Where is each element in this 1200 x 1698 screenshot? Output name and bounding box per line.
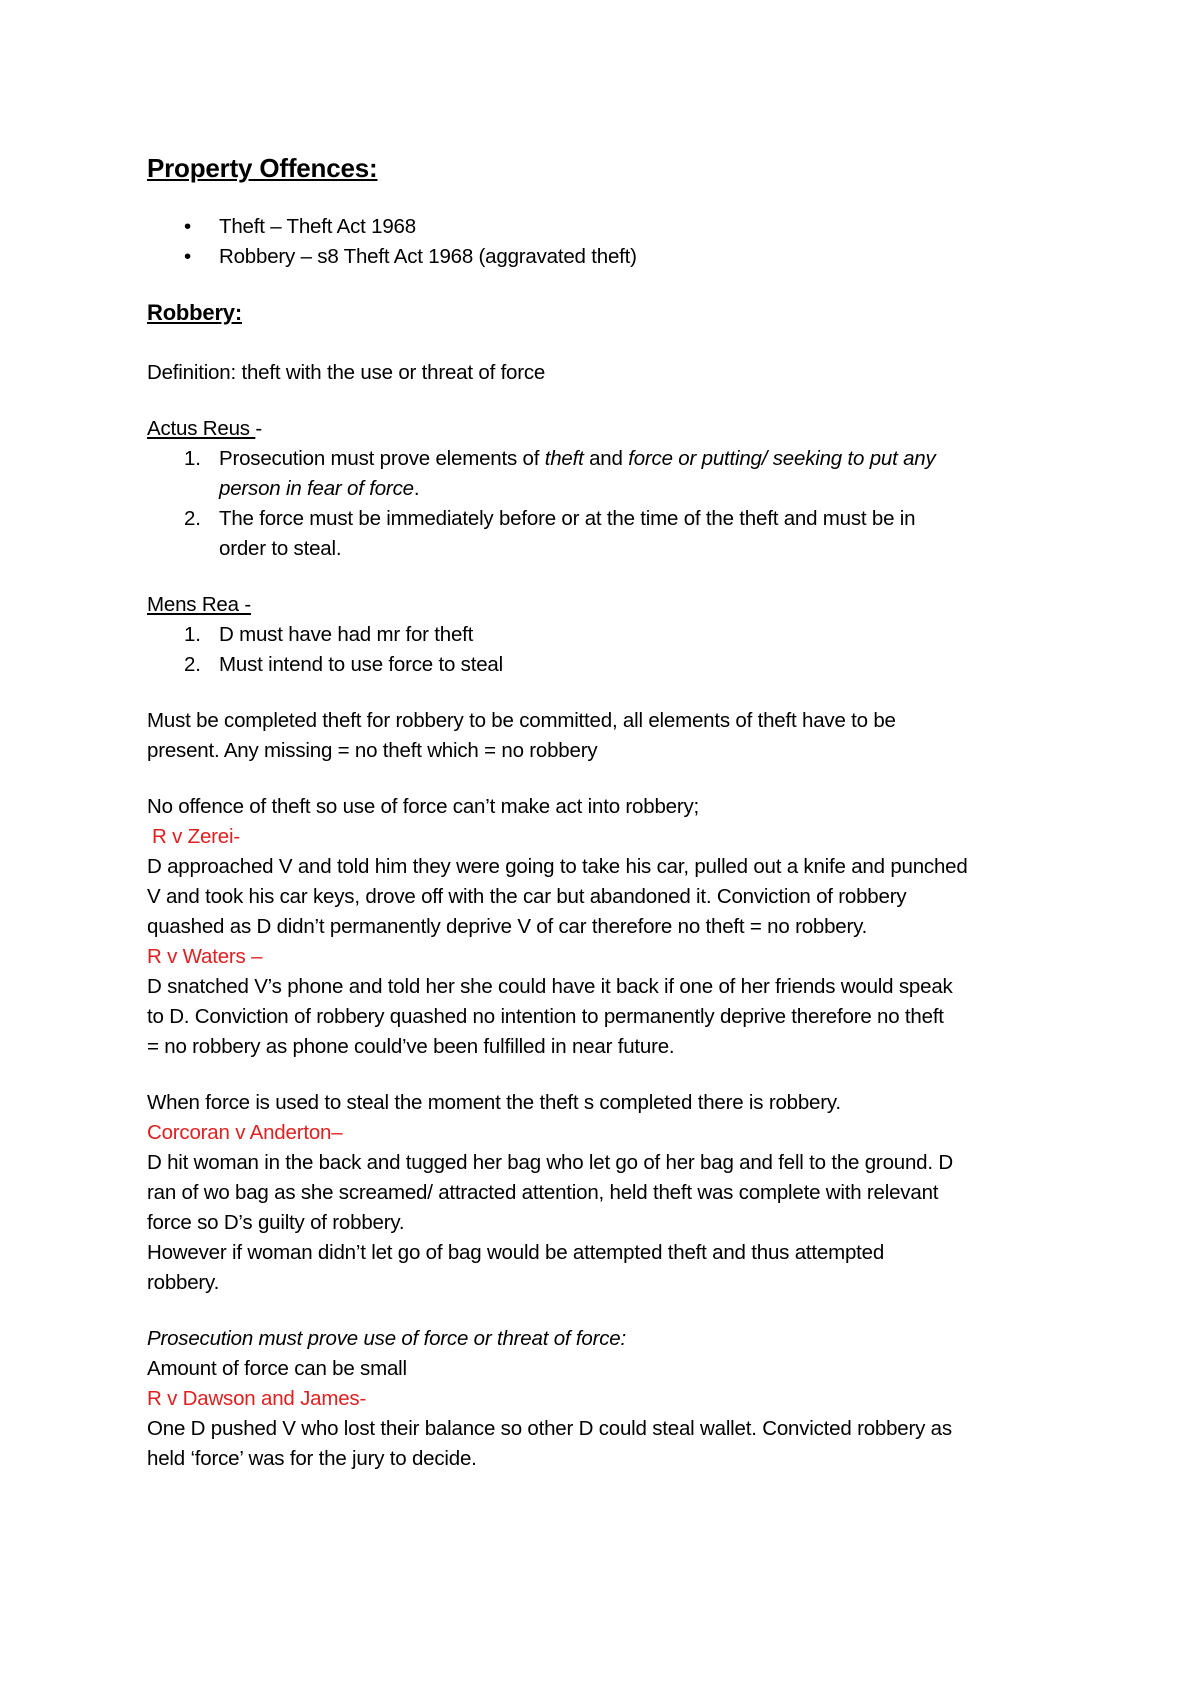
case-name: R v Zerei- [152, 825, 240, 848]
case-waters: R v Waters – D snatched V’s phone and told her she could have it back if one of her friends would speak to D. Conviction of robbery quashed no intention to permanently deprive therefore no theft = no robbery as phone could’ve been fulfilled in near future. [147, 942, 1067, 1062]
prosecution-paragraph: Prosecution must prove use of force or threat of force: [147, 1327, 626, 1350]
list-item: • Robbery – s8 Theft Act 1968 (aggravated theft) [147, 242, 1067, 272]
completed-theft-paragraph: Must be completed theft for robbery to be committed, all elements of theft have to be present. Any missing = no theft which = no robbery [147, 709, 896, 762]
case-name: R v Dawson and James- [147, 1387, 367, 1410]
list-item: • Theft – Theft Act 1968 [147, 212, 1067, 242]
case-zerei: R v Zerei- D approached V and told him they were going to take his car, pulled out a knife and punched V and took his car keys, drove off with the car but abandoned it. Conviction of robbery quashed as D didn’t permanently deprive V of car therefore no theft = no robbery. [147, 822, 1067, 942]
mens-rea-label: Mens Rea - [147, 593, 251, 616]
definition-text: Definition: theft with the use or threat of force [147, 361, 546, 384]
no-offence-paragraph: No offence of theft so use of force can’t make act into robbery; [147, 795, 700, 818]
actus-reus-list [147, 444, 1067, 564]
bullet-icon: • [184, 245, 191, 268]
case-corcoran: Corcoran v Anderton– D hit woman in the back and tugged her bag who let go of her bag and fell to the ground. D ran of wo bag as she screamed/ attracted attention, held theft was complete with relevant force so D’s guilty of robbery. However if woman didn’t let go of bag would be attempted theft and thus attempted robbery. [147, 1118, 1067, 1298]
mens-rea-list [147, 620, 1067, 680]
page-title: Property Offences: [147, 153, 378, 183]
force-used-paragraph: When force is used to steal the moment the theft s completed there is robbery. [147, 1091, 841, 1114]
case-name: R v Waters – [147, 945, 263, 968]
list-item: 1. Prosecution must prove elements of theft and force or putting/ seeking to put any person in fear of force. [184, 447, 936, 500]
offences-list [147, 212, 1067, 272]
amount-paragraph: Amount of force can be small [147, 1357, 407, 1380]
bullet-icon: • [184, 215, 191, 238]
robbery-heading: Robbery: [147, 300, 242, 325]
list-item: 2. The force must be immediately before or at the time of the theft and must be in order to steal. [184, 507, 916, 560]
actus-reus-label: Actus Reus - [147, 417, 262, 440]
document-page [147, 150, 1067, 1474]
case-dawson: R v Dawson and James- One D pushed V who lost their balance so other D could steal wallet. Convicted robbery as held ‘force’ was for the jury to decide. [147, 1384, 1067, 1474]
list-item: 1. D must have had mr for theft [184, 623, 474, 646]
list-item: 2. Must intend to use force to steal [184, 653, 503, 676]
case-name: Corcoran v Anderton– [147, 1121, 343, 1144]
